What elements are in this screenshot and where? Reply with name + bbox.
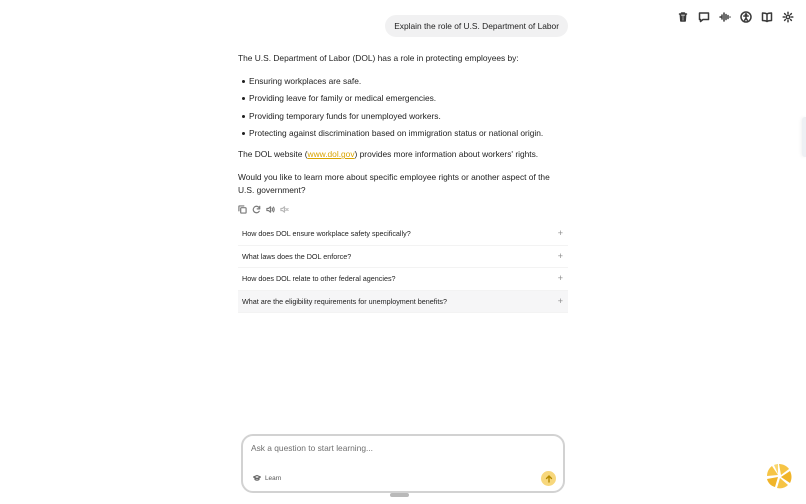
send-button[interactable]	[541, 471, 556, 486]
answer-bullet: Providing leave for family or medical emergencies.	[238, 92, 568, 109]
suggestion-text: How does DOL ensure workplace safety specifically?	[242, 229, 411, 239]
resize-handle[interactable]	[390, 493, 409, 497]
assistant-answer	[238, 52, 568, 197]
accessibility-icon[interactable]	[735, 9, 756, 25]
answer-intro: The U.S. Department of Labor (DOL) has a role in protecting employees by:	[238, 53, 519, 63]
answer-bullet-list	[238, 75, 568, 144]
graduation-cap-icon	[253, 474, 261, 482]
mascot-logo[interactable]	[765, 462, 793, 490]
mute-icon[interactable]	[279, 204, 289, 214]
suggestion-item[interactable]	[238, 246, 568, 269]
regenerate-icon[interactable]	[251, 204, 261, 214]
question-composer	[241, 434, 565, 493]
message-actions	[237, 204, 289, 214]
answer-followup-question: Would you like to learn more about specific employee rights or another aspect of the U.S. government?	[238, 172, 550, 196]
answer-bullet: Protecting against discrimination based on immigration status or national origin.	[238, 127, 568, 144]
learn-mode-label: Learn	[265, 474, 282, 482]
suggested-questions	[238, 223, 568, 313]
suggestion-item[interactable]	[238, 291, 568, 314]
side-panel-handle[interactable]	[802, 117, 806, 157]
copy-icon[interactable]	[237, 204, 247, 214]
speaker-icon[interactable]	[265, 204, 275, 214]
answer-website-line	[238, 148, 568, 161]
plus-icon[interactable]: +	[557, 295, 563, 306]
learn-mode-toggle[interactable]	[253, 474, 281, 482]
plus-icon[interactable]: +	[557, 273, 563, 284]
website-text-after: ) provides more information about workers' rights.	[354, 149, 539, 160]
suggestion-item[interactable]	[238, 223, 568, 246]
suggestion-text: What laws does the DOL enforce?	[242, 251, 352, 261]
chat-icon[interactable]	[693, 9, 714, 25]
sun-icon[interactable]	[777, 9, 798, 25]
suggestion-text: What are the eligibility requirements for unemployment benefits?	[242, 296, 447, 306]
question-input[interactable]	[251, 443, 531, 453]
plus-icon[interactable]: +	[557, 250, 563, 261]
audio-wave-icon[interactable]	[714, 9, 735, 25]
dol-website-link[interactable]: www.dol.gov	[307, 149, 355, 160]
answer-bullet: Ensuring workplaces are safe.	[238, 75, 568, 92]
trash-icon[interactable]	[672, 9, 693, 25]
suggestion-text: How does DOL relate to other federal agencies?	[242, 274, 396, 284]
suggestion-item[interactable]	[238, 268, 568, 291]
book-icon[interactable]	[756, 9, 777, 25]
plus-icon[interactable]: +	[557, 228, 563, 239]
arrow-up-icon	[545, 475, 553, 483]
top-toolbar	[672, 9, 798, 25]
website-text-before: The DOL website (	[238, 149, 308, 160]
user-message: Explain the role of U.S. Department of Labor	[385, 15, 568, 37]
answer-bullet: Providing temporary funds for unemployed workers.	[238, 110, 568, 127]
